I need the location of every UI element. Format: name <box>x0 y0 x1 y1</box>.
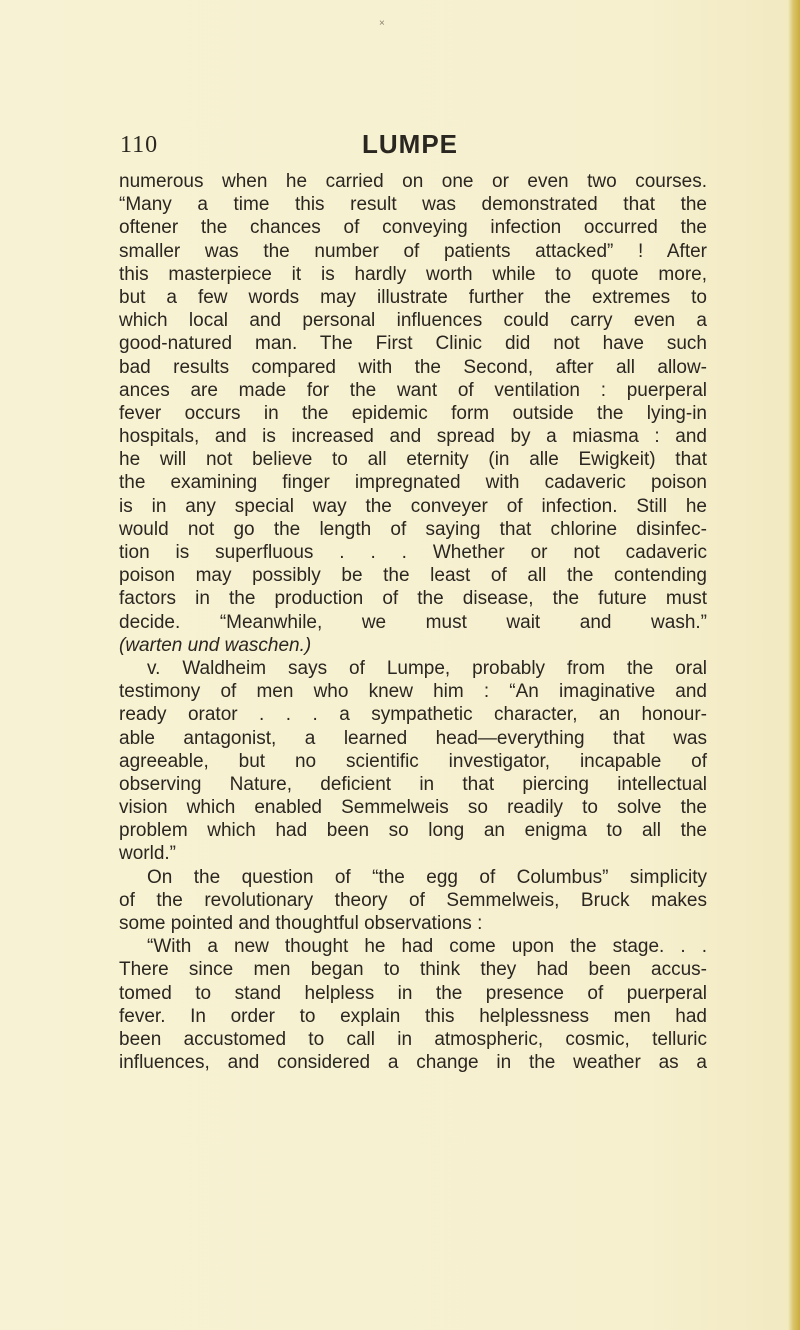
text-line: the examining finger impregnated with cadaveric poison <box>119 472 707 494</box>
text-line: vision which enabled Semmelweis so readily to solve the <box>119 797 707 819</box>
text-line: ances are made for the want of ventilation : puerperal <box>119 379 707 401</box>
text-line: tion is superfluous . . . Whether or not cadaveric <box>119 542 707 563</box>
text-line: observing Nature, deficient in that piercing intellectual <box>119 773 707 795</box>
text-line: decide. “Meanwhile, we must wait and wash.” <box>119 611 707 633</box>
text-line: testimony of men who knew him : “An imaginative and <box>119 681 707 703</box>
text-line: fever. In order to explain this helplessness men had <box>119 1005 707 1027</box>
text-line: problem which had been so long an enigma to all the <box>119 820 707 842</box>
text-line: poison may possibly be the least of all the contending <box>119 565 707 587</box>
text-line: he will not believe to all eternity (in alle Ewigkeit) that <box>119 449 707 471</box>
text-line: “With a new thought he had come upon the stage. . . <box>147 936 707 958</box>
text-line: of the revolutionary theory of Semmelweis, Bruck makes <box>119 889 707 911</box>
text-line: On the question of “the egg of Columbus” simplicity <box>147 866 707 888</box>
page-header <box>0 128 800 164</box>
text-line: is in any special way the conveyer of infection. Still he <box>119 495 707 517</box>
text-line: numerous when he carried on one or even two courses. <box>119 171 707 192</box>
text-line: been accustomed to call in atmospheric, cosmic, telluric <box>119 1028 707 1050</box>
text-line: ready orator . . . a sympathetic character, an honour- <box>119 704 707 726</box>
text-line: There since men began to think they had been accus- <box>119 959 707 981</box>
print-speck-mark: × <box>379 18 385 29</box>
body-text <box>119 170 707 1074</box>
text-line: but a few words may illustrate further the extremes to <box>119 286 707 308</box>
text-line: “Many a time this result was demonstrated that the <box>119 194 707 216</box>
text-line: hospitals, and is increased and spread by a miasma : and <box>119 426 707 448</box>
text-line: some pointed and thoughtful observations : <box>119 913 483 934</box>
text-line: this masterpiece it is hardly worth while to quote more, <box>119 263 707 285</box>
text-line: which local and personal influences could carry even a <box>119 310 707 332</box>
text-line: smaller was the number of patients attacked” ! After <box>119 240 707 262</box>
page-number: 110 <box>120 132 159 158</box>
page-edge <box>788 0 800 1330</box>
text-line: able antagonist, a learned head—everything that was <box>119 727 707 749</box>
running-head: LUMPE <box>362 129 458 159</box>
text-line: tomed to stand helpless in the presence of puerperal <box>119 982 707 1004</box>
text-line: good-natured man. The First Clinic did not have such <box>119 333 707 355</box>
text-line: oftener the chances of conveying infection occurred the <box>119 217 707 239</box>
text-line: v. Waldheim says of Lumpe, probably from the oral <box>147 657 707 679</box>
text-line: (warten und waschen.) <box>119 634 312 656</box>
text-line: bad results compared with the Second, after all allow- <box>119 356 707 378</box>
text-line: influences, and considered a change in the weather as a <box>119 1052 707 1074</box>
text-line: factors in the production of the disease, the future must <box>119 588 707 610</box>
text-line: agreeable, but no scientific investigator, incapable of <box>119 750 707 772</box>
text-line: would not go the length of saying that chlorine disinfec- <box>119 518 707 540</box>
text-line: fever occurs in the epidemic form outside the lying-in <box>119 402 707 424</box>
text-line: world.” <box>119 843 177 865</box>
